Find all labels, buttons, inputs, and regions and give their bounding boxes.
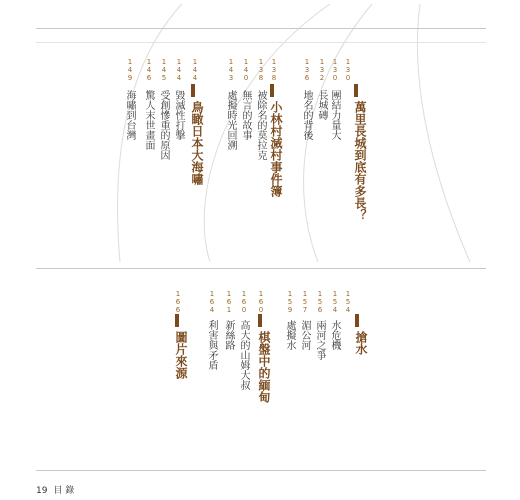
toc-page-number: 130: [344, 58, 352, 82]
footer-page-number: 19: [36, 486, 48, 496]
toc-title-water-grab[interactable]: 搶水: [354, 331, 368, 355]
toc-subitem[interactable]: 受創慘重的原因: [158, 90, 169, 160]
toc-subitem[interactable]: 處擬時光回溯: [225, 90, 236, 150]
toc-subitem[interactable]: 無言的故事: [240, 90, 251, 140]
toc-subitem[interactable]: 處擬水: [284, 320, 295, 350]
toc-page-number: 138: [270, 58, 278, 82]
toc-page-number: 166: [174, 290, 182, 314]
toc-page-number: 143: [227, 58, 235, 82]
toc-page-number: 159: [286, 290, 294, 314]
title-marker: [191, 84, 195, 97]
toc-subitem[interactable]: 兩河之爭: [314, 320, 325, 360]
footer-label: 目 錄: [53, 486, 75, 496]
toc-page-number: 160: [257, 290, 265, 314]
toc-page-number: 157: [301, 290, 309, 314]
toc-title-xiaolin-village[interactable]: 小林村滅村事件簿: [269, 101, 283, 197]
toc-page-number: 154: [331, 290, 339, 314]
page-footer: [36, 483, 74, 496]
toc-subitem[interactable]: 地名的背後: [301, 90, 312, 140]
toc-subitem[interactable]: 被除名的莫拉克: [255, 90, 266, 160]
toc-page-number: 130: [331, 58, 339, 82]
toc-title-japan-tsunami[interactable]: 鳥瞰日本大海嘯: [190, 101, 204, 185]
middle-rule: [36, 268, 486, 269]
top-rule: [36, 28, 486, 29]
toc-subitem[interactable]: 團結力量大: [329, 90, 340, 140]
toc-subitem[interactable]: 高大的山姆大叔: [238, 320, 249, 390]
upper-mid-rule: [36, 42, 486, 43]
title-marker: [175, 314, 179, 327]
toc-page-number: 156: [316, 290, 324, 314]
toc-subitem[interactable]: 海嘯到台灣: [124, 90, 135, 140]
toc-subitem[interactable]: 驚人末世畫面: [143, 90, 154, 150]
toc-page-number: 149: [126, 58, 134, 82]
toc-title-image-sources[interactable]: 圖片來源: [174, 331, 188, 379]
bottom-rule: [36, 470, 486, 471]
toc-title-myanmar[interactable]: 棋盤中的緬甸: [257, 331, 271, 403]
toc-page-number: 144: [191, 58, 199, 82]
toc-page-number: 146: [145, 58, 153, 82]
toc-subitem[interactable]: 新絲路: [223, 320, 234, 350]
toc-subitem[interactable]: 毀滅性打擊: [173, 90, 184, 140]
toc-page-number: 161: [225, 290, 233, 314]
title-marker: [258, 314, 262, 327]
title-marker: [354, 84, 358, 97]
toc-page-number: 164: [208, 290, 216, 314]
title-marker: [355, 314, 359, 327]
toc-title-great-wall[interactable]: 萬里長城到底有多長？: [353, 101, 367, 221]
toc-page-number: 140: [242, 58, 250, 82]
toc-subitem[interactable]: 利害與矛盾: [206, 320, 217, 370]
toc-subitem[interactable]: 長城磚: [316, 90, 327, 120]
toc-subitem[interactable]: 湄公河: [299, 320, 310, 350]
toc-page-number: 132: [318, 58, 326, 82]
toc-page-number: 136: [303, 58, 311, 82]
title-marker: [270, 84, 274, 97]
toc-page-number: 138: [257, 58, 265, 82]
toc-page-number: 154: [344, 290, 352, 314]
toc-page-number: 160: [240, 290, 248, 314]
toc-page-number: 144: [175, 58, 183, 82]
toc-page-number: 145: [160, 58, 168, 82]
toc-subitem[interactable]: 水危機: [329, 320, 340, 350]
